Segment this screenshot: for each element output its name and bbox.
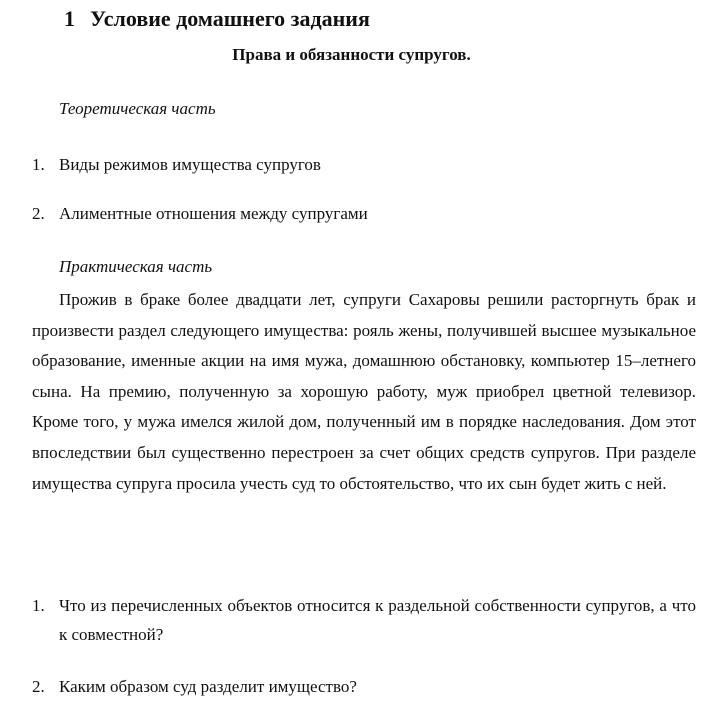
theory-item-2 [32,199,696,228]
list-number: 1. [32,596,45,615]
section-heading [64,4,370,34]
question-item-1 [32,591,696,649]
list-text: Что из перечисленных объектов относится к раздельной собственности супругов, а что к совместной? [59,596,696,644]
list-text: Виды режимов имущества супругов [59,155,321,174]
question-item-2 [32,672,696,701]
theory-item-1 [32,150,696,179]
list-text: Каким образом суд разделит имущество? [59,677,357,696]
list-number: 1. [32,155,45,174]
subtitle-text: Права и обязанности супругов. [232,45,471,64]
section-number: 1 [64,6,75,31]
case-paragraph: Прожив в браке более двадцати лет, супруги Сахаровы решили расторгнуть брак и произвести раздел следующего имущества: рояль жены, получившей высшее музыкальное образование, именные акции на имя мужа, домашнюю обстановку, компьютер 15–летнего сына. На премию, полученную за хорошую работу, муж приобрел цветной телевизор. Кроме того, у мужа имелся жилой дом, полученный им в порядке наследования. Дом этот впоследствии был существенно перестроен за счет общих средств супругов. При разделе имущества супруга просила учесть суд то обстоятельство, что их сын будет жить с ней. [32,290,696,493]
practice-label: Практическая часть [59,257,213,276]
theory-label: Теоретическая часть [59,99,216,118]
list-number: 2. [32,204,45,223]
list-number: 2. [32,677,45,696]
document-subtitle [0,43,711,67]
section-title: Условие домашнего задания [90,6,370,31]
list-text: Алиментные отношения между супругами [59,204,368,223]
